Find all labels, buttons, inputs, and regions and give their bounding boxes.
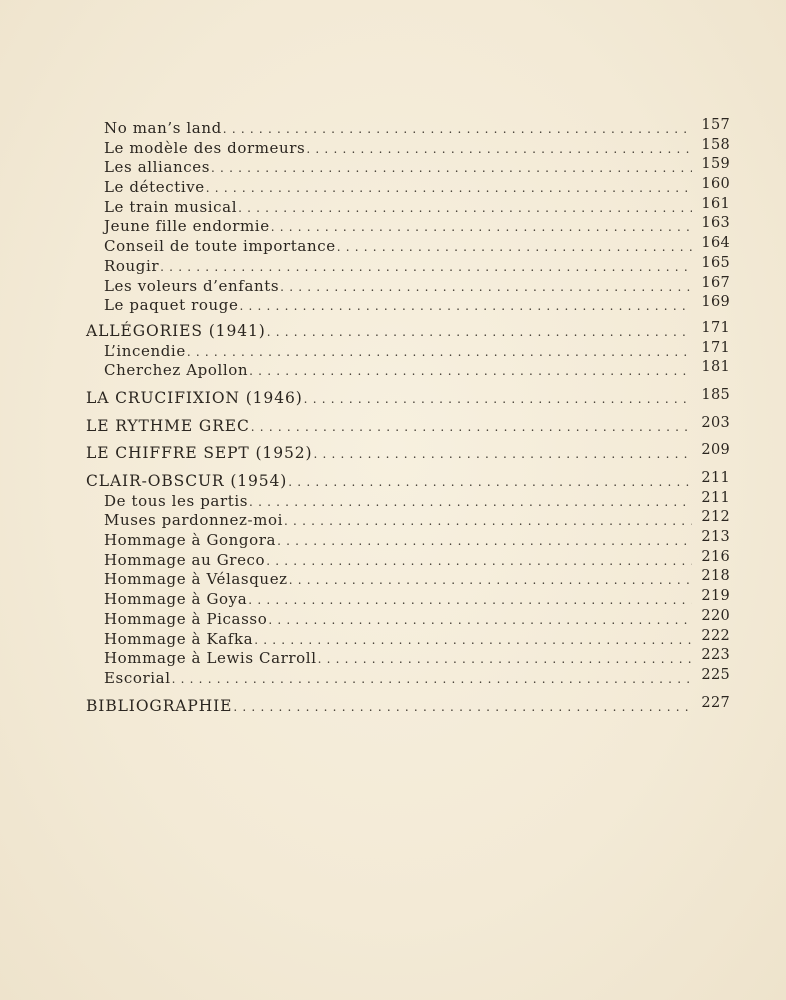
toc-entry <box>86 627 730 650</box>
toc-entry <box>86 254 730 277</box>
toc-entry-page: 225 <box>701 666 730 683</box>
toc-entry-page: 169 <box>701 294 730 311</box>
dot-leader <box>206 179 692 199</box>
toc-entry <box>86 339 730 362</box>
toc-section-heading <box>86 319 730 342</box>
toc-entry-title: Hommage au Greco <box>104 550 266 569</box>
toc-entry-page: 222 <box>701 627 730 644</box>
toc-entry <box>86 195 730 218</box>
toc-entry-title: CLAIR-OBSCUR (1954) <box>86 472 288 490</box>
toc-entry <box>86 666 730 689</box>
dot-leader <box>238 199 692 219</box>
toc-entry-title: ALLÉGORIES (1941) <box>86 321 266 340</box>
toc-entry-page: 164 <box>701 235 730 252</box>
toc-entry <box>86 296 730 316</box>
toc-entry-title: LE RYTHME GREC <box>86 416 250 435</box>
dot-leader <box>248 591 692 611</box>
toc-section-heading <box>86 414 730 437</box>
dot-leader <box>266 552 692 572</box>
toc-entry-title: Hommage à Kafka <box>104 629 254 648</box>
toc-entry-page: 223 <box>701 647 730 664</box>
toc-entry-page: 227 <box>701 694 730 711</box>
toc-entry <box>86 274 730 297</box>
toc-entry-page: 181 <box>701 359 730 376</box>
dot-leader <box>251 418 692 438</box>
toc-entry <box>86 511 730 531</box>
toc-entry <box>86 570 730 590</box>
toc-entry-title: Les voleurs d’enfants <box>104 276 280 295</box>
toc-section-heading <box>86 694 730 717</box>
toc-entry-title: Muses pardonnez-moi <box>104 511 284 530</box>
toc-entry-page: 216 <box>701 548 730 565</box>
dot-leader <box>280 278 692 298</box>
toc-entry-page: 165 <box>701 254 730 271</box>
toc-entry-title: BIBLIOGRAPHIE <box>86 696 233 715</box>
dot-leader <box>306 140 692 160</box>
dot-leader <box>233 698 692 718</box>
dot-leader <box>304 390 692 410</box>
toc-entry-page: 171 <box>701 339 730 356</box>
dot-leader <box>254 631 692 651</box>
toc-entry-title: Jeune fille endormie <box>104 217 270 236</box>
toc-entry-title: Cherchez Apollon <box>104 361 249 380</box>
table-of-contents <box>86 119 730 716</box>
toc-entry-page: 163 <box>701 215 730 232</box>
toc-entry-title: Hommage à Vélasquez <box>104 570 288 589</box>
toc-entry <box>86 178 730 198</box>
toc-entry-title: Le train musical <box>104 197 238 216</box>
toc-entry-page: 159 <box>701 156 730 173</box>
toc-entry-page: 219 <box>701 588 730 605</box>
toc-entry-title: Le modèle des dormeurs <box>104 138 306 157</box>
toc-entry-title: Escorial <box>104 668 171 687</box>
toc-entry-title: No man’s land <box>104 119 222 137</box>
toc-entry <box>86 649 730 669</box>
toc-entry-page: 160 <box>701 176 730 193</box>
dot-leader <box>249 362 692 382</box>
dot-leader <box>271 218 692 238</box>
toc-section-heading <box>86 386 730 409</box>
toc-entry <box>86 361 730 381</box>
dot-leader <box>223 120 692 140</box>
dot-leader <box>267 323 692 343</box>
dot-leader <box>284 512 692 532</box>
toc-entry-page: 167 <box>701 274 730 291</box>
dot-leader <box>172 670 692 690</box>
toc-entry-title: LA CRUCIFIXION (1946) <box>86 388 303 407</box>
toc-entry-page: 209 <box>701 442 730 459</box>
toc-entry <box>86 489 730 512</box>
toc-entry-title: De tous les partis <box>104 491 249 510</box>
toc-entry <box>86 237 730 257</box>
toc-entry-title: LE CHIFFRE SEPT (1952) <box>86 444 313 463</box>
dot-leader <box>313 445 692 465</box>
toc-entry-title: Le détective <box>104 178 205 197</box>
toc-entry-title: Conseil de toute importance <box>104 237 336 256</box>
dot-leader <box>318 650 692 670</box>
toc-entry-title: Hommage à Goya <box>104 590 248 609</box>
toc-entry-page: 161 <box>701 195 730 212</box>
toc-entry-page: 218 <box>701 568 730 585</box>
toc-section-heading <box>86 444 730 464</box>
toc-entry-title: Hommage à Lewis Carroll <box>104 649 317 668</box>
dot-leader <box>249 493 692 513</box>
toc-entry-page: 211 <box>701 470 730 486</box>
toc-entry <box>86 590 730 610</box>
toc-entry <box>86 548 730 571</box>
dot-leader <box>288 473 692 493</box>
toc-entry <box>86 158 730 178</box>
toc-entry <box>86 136 730 159</box>
toc-entry-page: 185 <box>701 386 730 403</box>
dot-leader <box>268 611 692 631</box>
toc-entry-page: 157 <box>701 117 730 133</box>
toc-entry-page: 213 <box>701 529 730 546</box>
dot-leader <box>211 159 692 179</box>
toc-entry <box>86 217 730 237</box>
toc-entry-page: 220 <box>701 607 730 624</box>
toc-entry-title: Hommage à Picasso <box>104 609 268 628</box>
toc-entry-title: Le paquet rouge <box>104 296 239 315</box>
toc-section-heading <box>86 472 730 492</box>
toc-entry <box>86 119 730 139</box>
toc-entry-page: 212 <box>701 509 730 526</box>
toc-entry-page: 211 <box>701 489 730 506</box>
toc-entry-title: Hommage à Gongora <box>104 531 277 550</box>
toc-entry <box>86 531 730 551</box>
dot-leader <box>160 258 692 278</box>
toc-entry-title: Les alliances <box>104 158 211 177</box>
dot-leader <box>289 571 692 591</box>
dot-leader <box>187 343 692 363</box>
dot-leader <box>239 297 692 317</box>
toc-entry-page: 171 <box>701 319 730 336</box>
toc-entry-page: 203 <box>701 414 730 431</box>
dot-leader <box>277 532 692 552</box>
toc-entry-title: L’incendie <box>104 341 186 360</box>
toc-entry-page: 158 <box>701 136 730 153</box>
dot-leader <box>337 238 692 258</box>
toc-entry-title: Rougir <box>104 256 160 275</box>
toc-entry <box>86 607 730 630</box>
